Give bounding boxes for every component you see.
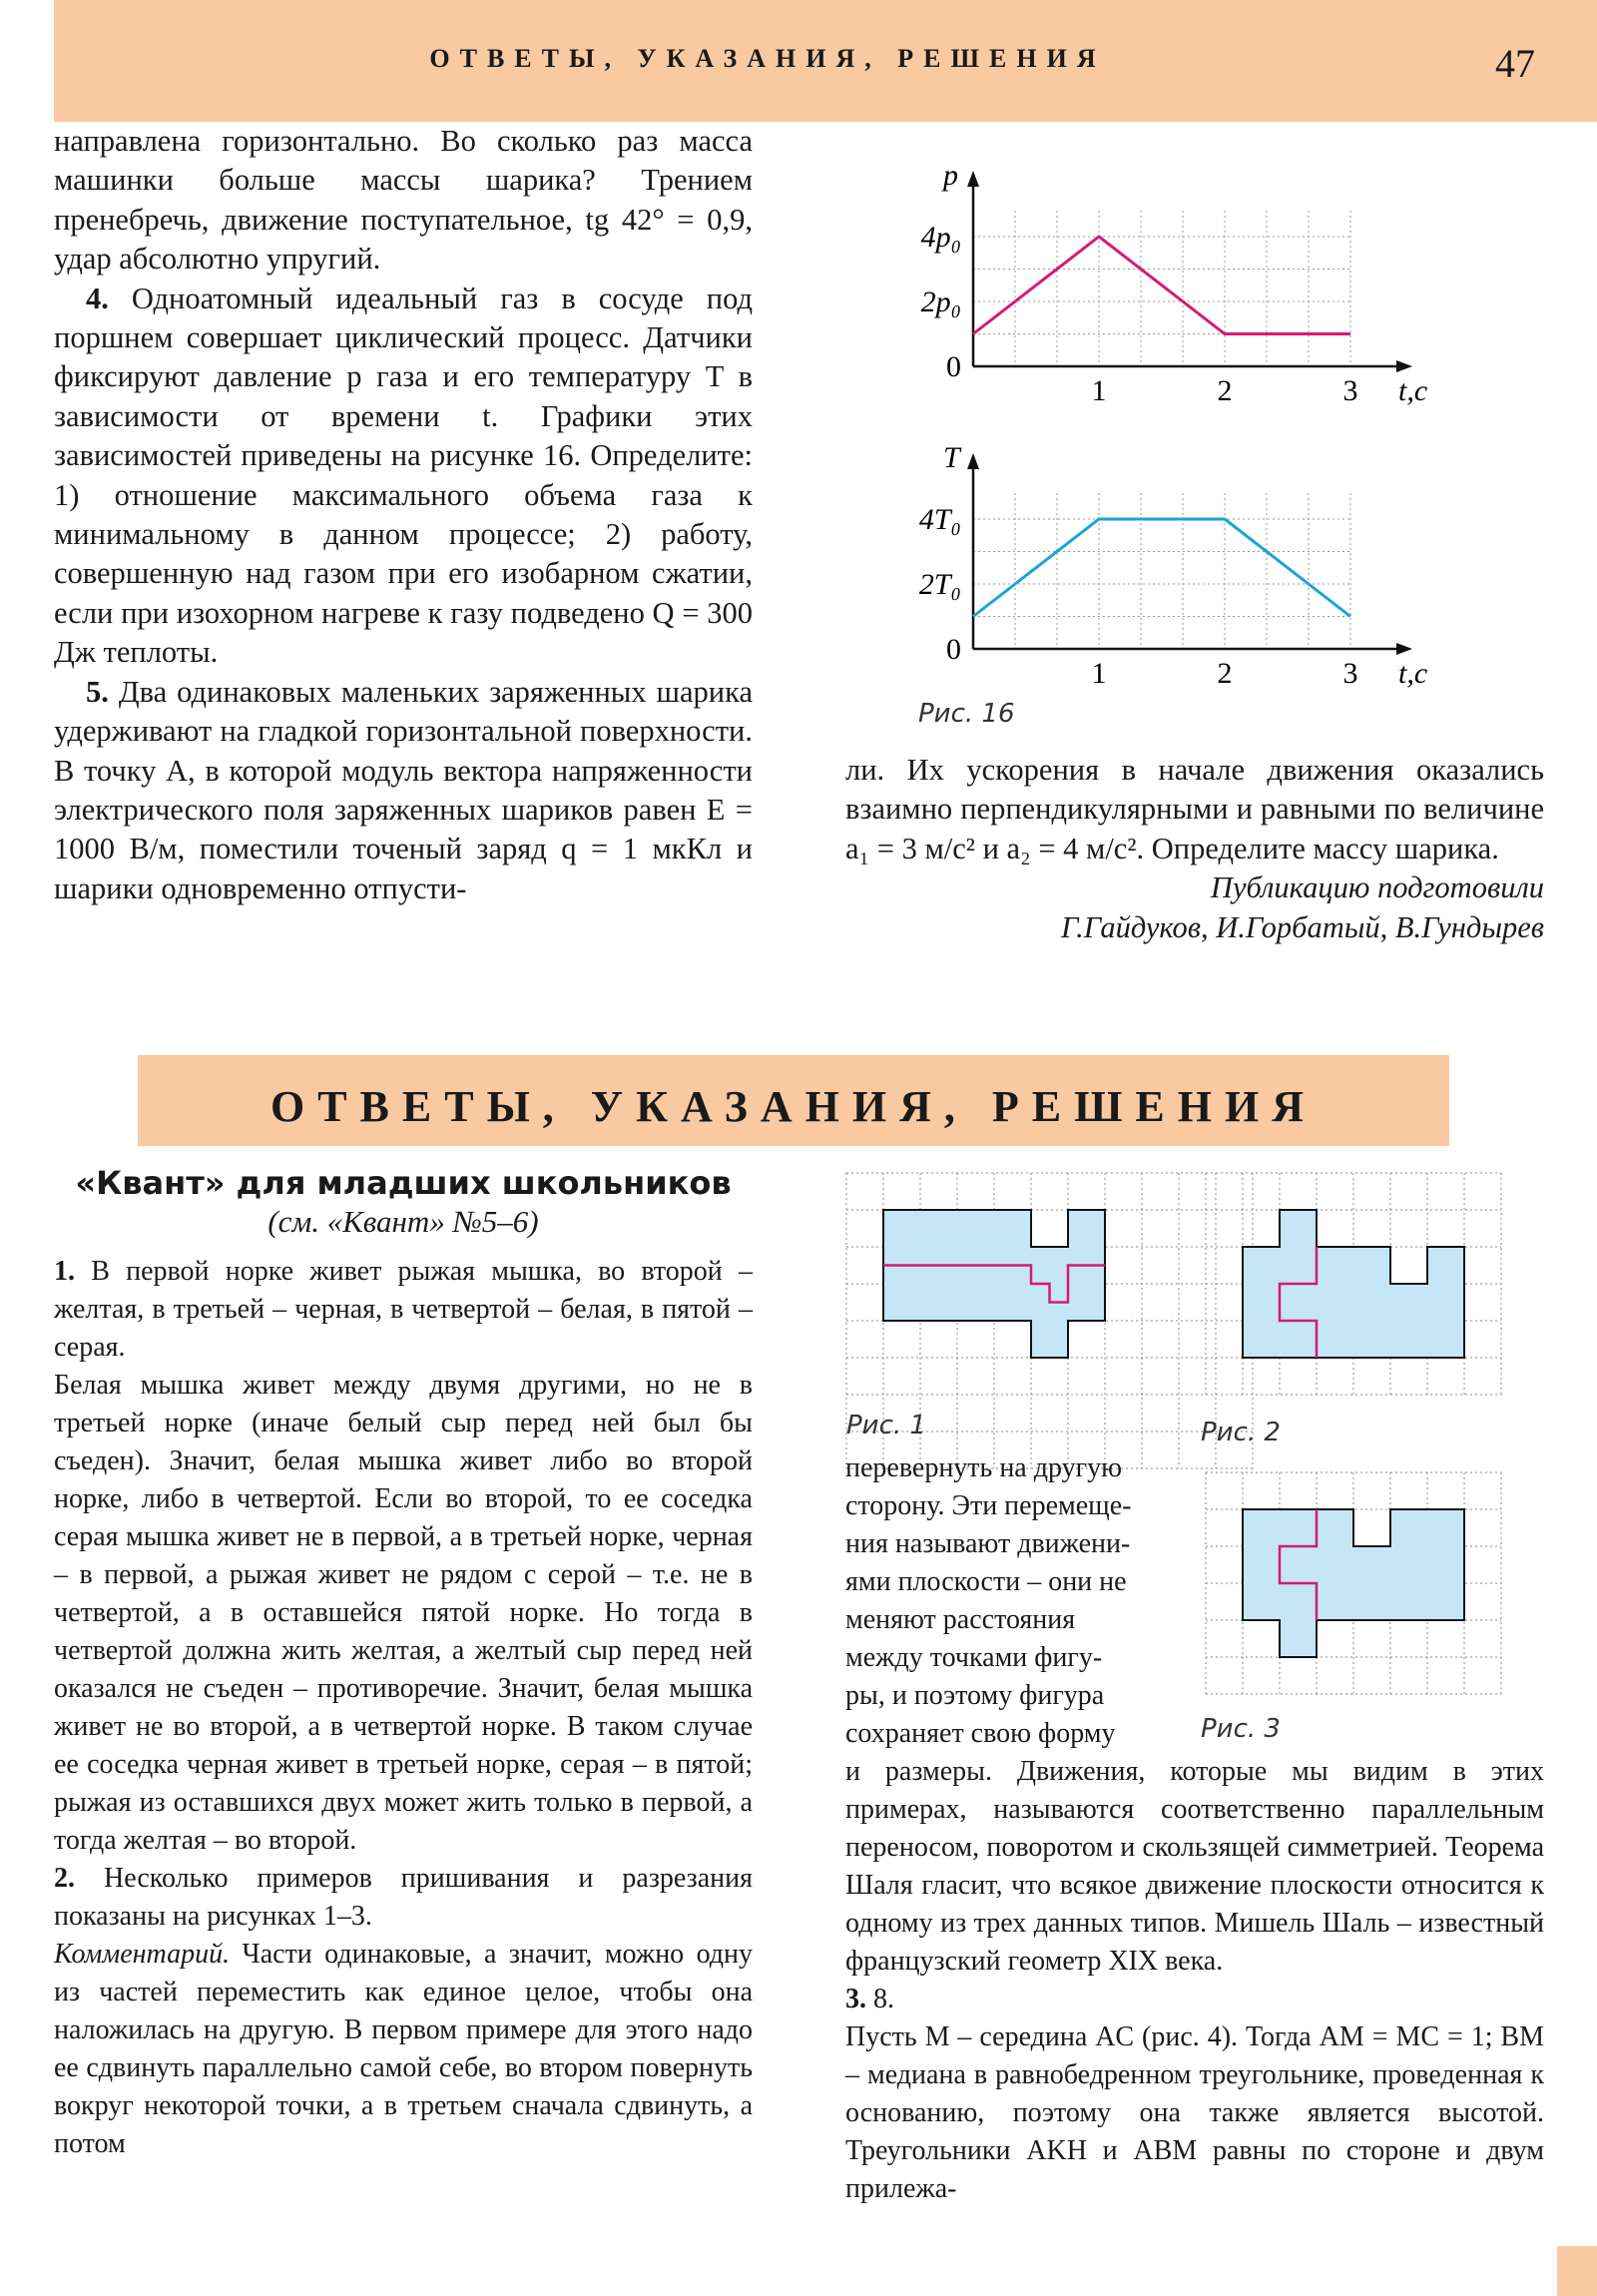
y-axis-label: p <box>943 159 958 192</box>
x-axis-label: t,с <box>1398 374 1428 407</box>
temperature-chart <box>919 441 1427 690</box>
answers-right-column <box>845 1753 1544 2208</box>
y-axis-arrow <box>967 171 979 187</box>
x-tick-label: 1 <box>1091 374 1107 407</box>
answer-2-comment <box>54 1936 753 2163</box>
top-right-column <box>845 751 1544 947</box>
top-left-column <box>54 122 753 908</box>
page-header-title: ОТВЕТЫ, УКАЗАНИЯ, РЕШЕНИЯ <box>429 44 1106 73</box>
y-axis-arrow <box>967 453 979 469</box>
figure-3-caption: Рис. 3 <box>1201 1714 1281 1744</box>
problem-4 <box>54 280 753 673</box>
y-tick-label: 4T₀ <box>918 503 961 536</box>
pressure-chart <box>921 159 1428 407</box>
wrap-line: перевернуть на другую <box>845 1452 1123 1483</box>
section-heading: «Квант» для младших школьников <box>75 1164 732 1202</box>
answer-2 <box>54 1860 753 1936</box>
answer-2-continued: и размеры. Движения, которые мы видим в этих примерах, называются соответственно параллельным переносом, поворотом и скользящей симметрией. Теорема Шаля гласит, что всякое движение плоскости относится к одному из трех данных типов. Мишель Шаль – известный французский геометр XIX века. <box>845 1756 1544 1977</box>
answer-text: 8. <box>873 1984 894 2014</box>
y-tick-label: 2T₀ <box>918 568 961 601</box>
section-banner-title: ОТВЕТЫ, УКАЗАНИЯ, РЕШЕНИЯ <box>269 1082 1318 1131</box>
figure-shape <box>1243 1210 1464 1358</box>
paragraph-problem3-end: направлена горизонтально. Во сколько раз масса машинки больше массы шарика? Трением пренебречь, движение поступательное, tg 42° = 0,9, удар абсолютно упругий. <box>54 124 753 277</box>
answers-right-wrap <box>845 1449 1170 1753</box>
x-axis-arrow <box>1396 360 1412 372</box>
answer-text: В первой норке живет рыжая мышка, во второй – желтая, в третьей – черная, в четвертой – белая, в пятой – серая. <box>54 1256 753 1363</box>
page-corner-tab <box>1557 2246 1597 2296</box>
figure-16 <box>898 115 1457 734</box>
section-reference: (см. «Квант» №5–6) <box>267 1204 539 1239</box>
figure-2-caption: Рис. 2 <box>1201 1418 1281 1447</box>
y-tick-label: 0 <box>946 633 961 666</box>
answer-number: 3. <box>845 1984 866 2014</box>
y-axis-label: T <box>943 441 960 474</box>
y-tick-label: 4p₀ <box>920 221 961 254</box>
problem-number: 5. <box>86 674 109 709</box>
wrap-line: сторону. Эти перемеще- <box>845 1490 1132 1521</box>
x-tick-label: 3 <box>1342 657 1358 690</box>
figure-3 <box>1206 1472 1501 1694</box>
credit-line-2: Г.Гайдуков, И.Горбатый, В.Гундырев <box>1061 909 1544 944</box>
comment-text: Части одинаковые, а значит, можно одну из частей переместить как единое целое, чтобы она наложилась на другую. В первом примере для этого надо ее сдвинуть параллельно самой себе, во втором повернуть вокруг некоторой точки, а в третьем сначала сдвинуть, а потом <box>54 1939 753 2159</box>
figure-1-caption: Рис. 1 <box>846 1411 926 1440</box>
problem-number: 4. <box>86 281 109 315</box>
wrap-line: ния называют движени- <box>845 1528 1131 1559</box>
page-number: 47 <box>1495 41 1535 86</box>
problem-text: Два одинаковых маленьких заряженных шарика удерживают на гладкой горизонтальной поверхности. В точку A, в которой модуль вектора напряженности электрического поля заряженных шариков равен E = 1000 В/м, поместили точеный заряд q = 1 мкКл и шарики одновременно отпусти- <box>54 674 753 905</box>
y-tick-label: 2p₀ <box>920 286 961 318</box>
credit-line-1: Публикацию подготовили <box>1210 870 1544 905</box>
answer-1-explanation: Белая мышка живет между двумя другими, но не в третьей норке (иначе белый сыр перед ней был бы съеден). Значит, белая мышка живет либо во второй норке, либо в четвертой. Если во второй, то ее соседка серая мышка живет не в первой, а в третьей норке, черная – в первой, а рыжая живет не рядом с серой – т.е. не в четвертой, а в оставшейся пятой норке. Но тогда в четвертой должна жить желтая, а желтый сыр перед ней оказался не съеден – противоречие. Значит, белая мышка живет не во второй, а в четвертой норке. В таком случае ее соседка черная живет в третьей норке, серая – в пятой; рыжая из оставшихся двух может жить только в первой, а тогда желтая – во второй. <box>54 1370 753 1856</box>
problem-5 <box>54 673 753 908</box>
answer-1 <box>54 1253 753 1367</box>
problem-5-continued: ли. Их ускорения в начале движения оказались взаимно перпендикулярными и равными по величине a₁ = 3 м/с² и a₂ = 4 м/с². Определите массу шарика. <box>845 753 1544 865</box>
wrap-line: ры, и поэтому фигура <box>845 1680 1105 1711</box>
x-tick-label: 2 <box>1217 374 1233 407</box>
y-tick-label: 0 <box>946 350 961 383</box>
series-line <box>973 237 1350 334</box>
answer-text: Несколько примеров пришивания и разрезания показаны на рисунках 1–3. <box>54 1863 753 1932</box>
wrap-line: между точками фигу- <box>845 1642 1103 1673</box>
answer-number: 1. <box>54 1256 75 1287</box>
answer-3 <box>845 1981 1544 2018</box>
wrap-line: ями плоскости – они не <box>845 1566 1127 1597</box>
wrap-line: сохраняет свою форму <box>845 1718 1116 1749</box>
answers-left-column <box>54 1253 753 2163</box>
x-axis-arrow <box>1396 643 1412 655</box>
x-tick-label: 3 <box>1342 374 1358 407</box>
problem-text: Одноатомный идеальный газ в сосуде под поршнем совершает циклический процесс. Датчики фиксируют давление p газа и его температуру T в зависимости от времени t. Графики этих зависимостей приведены на рисунке 16. Определите: 1) отношение максимального объема газа к минимальному в данном процессе; 2) работу, совершенную над газом при его изобарном сжатии, если при изохорном нагреве к газу подведено Q = 300 Дж теплоты. <box>54 281 754 670</box>
series-line <box>973 519 1350 617</box>
answer-3-solution: Пусть M – середина AC (рис. 4). Тогда AM = MC = 1; BM – медиана в равнобедренном треугольнике, проведенная к основанию, поэтому она также является высотой. Треугольники AKH и ABM равны по стороне и двум прилежа- <box>845 2021 1544 2204</box>
answer-number: 2. <box>54 1863 75 1894</box>
comment-label: Комментарий. <box>54 1939 231 1970</box>
figure-16-caption: Рис. 16 <box>918 699 1015 729</box>
figure-shape <box>883 1210 1105 1358</box>
x-axis-label: t,с <box>1398 657 1428 690</box>
x-tick-label: 1 <box>1091 657 1107 690</box>
figure-shape <box>1243 1509 1464 1657</box>
wrap-line: меняют расстояния <box>845 1604 1076 1635</box>
x-tick-label: 2 <box>1217 657 1233 690</box>
figure-2 <box>1206 1173 1501 1395</box>
